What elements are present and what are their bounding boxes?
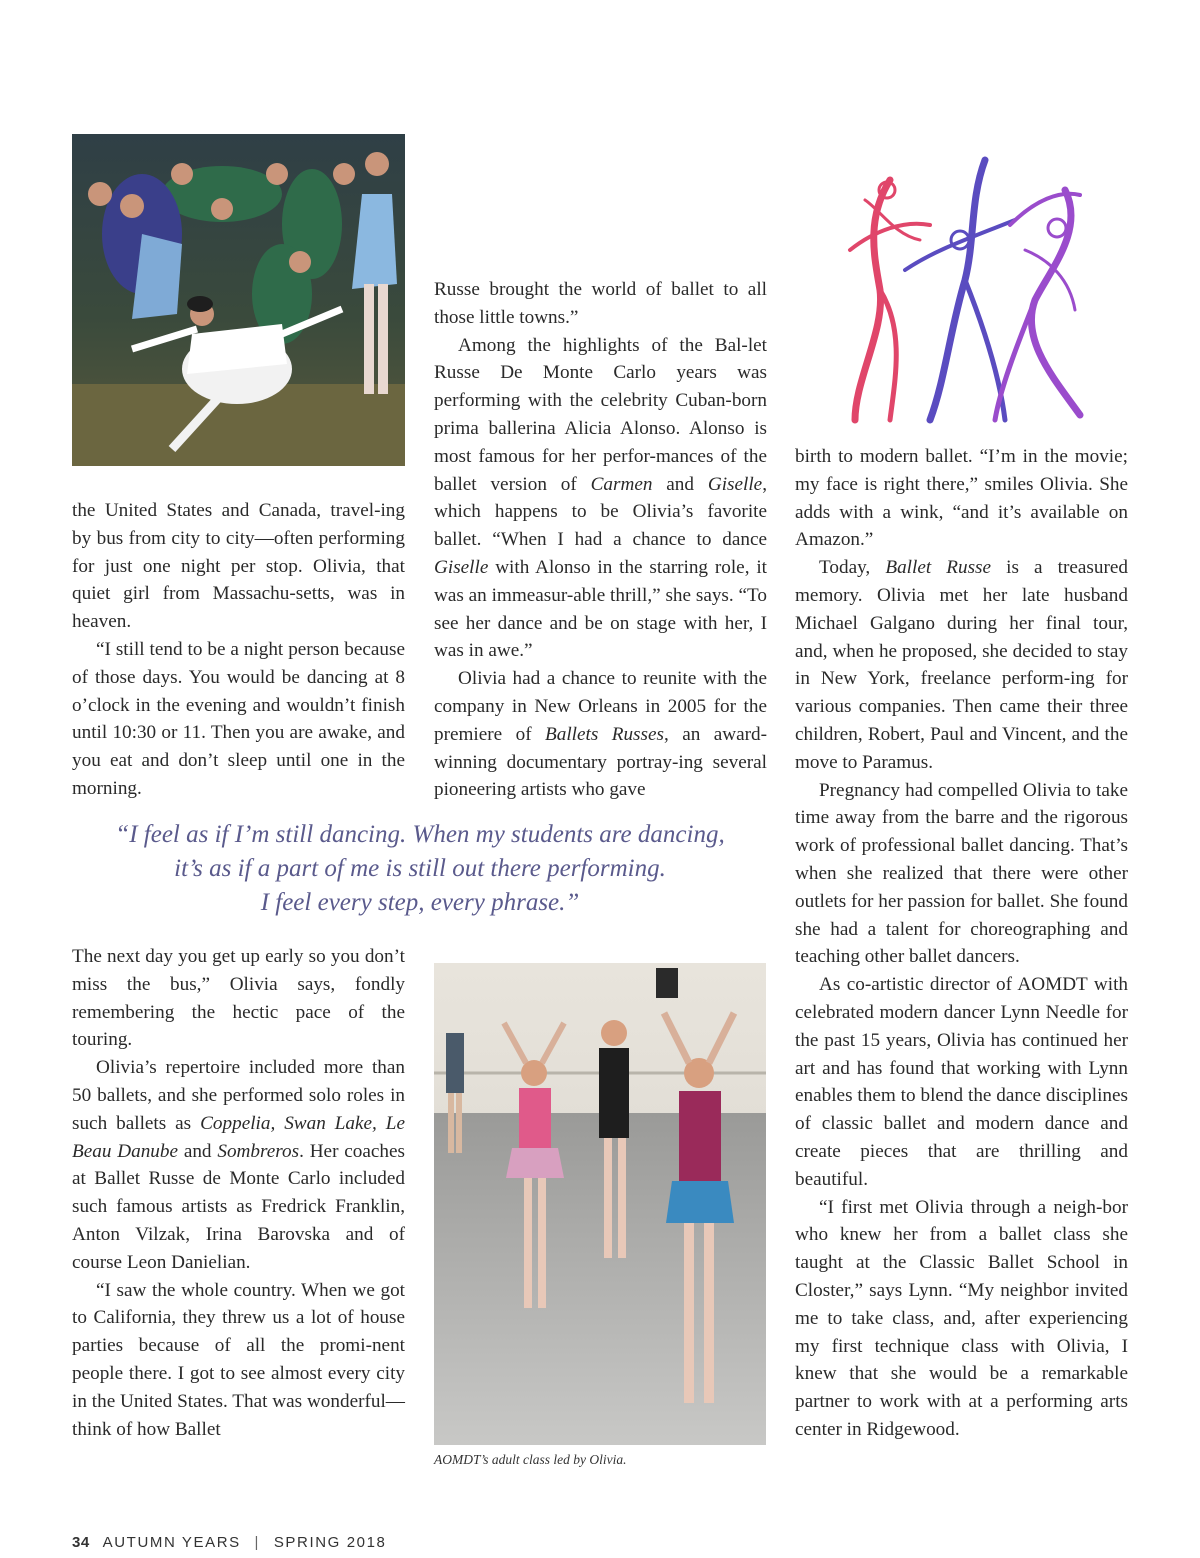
paragraph: As co-artistic director of AOMDT with celebrated modern dancer Lynn Needle for the past 15 years, Olivia has continued her art and has found that working with Lynn enables them to blend the dance disciplines of classic ballet and modern dance and create pieces that are thrilling and beautiful. xyxy=(795,974,1128,1190)
paragraph: Olivia’s repertoire included more than 50 ballets, and she performed solo roles in such ballets as Coppelia, Swan Lake, Le Beau Danube and Sombreros. Her coaches at Ballet Russe de Monte Carlo included such famous artists as Fredrick Franklin, Anton Vilzak, Irina Barovska and of course Leon Danielian. xyxy=(72,1057,405,1273)
column-1-bottom xyxy=(72,943,405,1443)
paragraph: “I first met Olivia through a neigh-bor who knew her from a ballet class she taught at the Classic Ballet School in Closter,” says Lynn. “My neighbor invited me to take class, and, after experiencing my first technique class with Olivia, I knew that she would be a remarkable partner to work with at a performing arts center in Ridgewood. xyxy=(795,1196,1128,1440)
adult-class-photo xyxy=(434,963,766,1445)
column-3 xyxy=(795,443,1128,1444)
column-1-top xyxy=(72,497,405,803)
paragraph: Olivia had a chance to reunite with the company in New Orleans in 2005 for the premiere of Ballets Russes, an award-winning documentary portray-ing several pioneering artists who gave xyxy=(434,668,767,801)
pull-quote-line: “I feel as if I’m still dancing. When my students are dancing, xyxy=(115,821,725,848)
paragraph: birth to modern ballet. “I’m in the movie; my face is right there,” smiles Olivia. She adds with a wink, “and it’s available on Amazon.” xyxy=(795,446,1128,551)
paragraph: “I saw the whole country. When we got to California, they threw us a lot of house parties because of all the promi-nent people there. I got to see almost every city in the United States. That was wonderful—think of how Ballet xyxy=(72,1279,405,1440)
paragraph: The next day you get up early so you don’t miss the bus,” Olivia says, fondly remembering the hectic pace of the touring. xyxy=(72,946,405,1051)
ballet-russe-photo xyxy=(72,134,405,466)
paragraph: Russe brought the world of ballet to all those little towns.” xyxy=(434,279,767,328)
pull-quote-line: I feel every step, every phrase.” xyxy=(260,889,580,916)
pull-quote xyxy=(72,818,768,920)
footer-separator: | xyxy=(254,1534,261,1551)
column-2 xyxy=(434,276,767,804)
photo-caption: AOMDT’s adult class led by Olivia. xyxy=(434,1452,627,1467)
paragraph: Today, Ballet Russe is a treasured memory. Olivia met her late husband Michael Galgano during her final tour, and, when he proposed, she decided to stay in New York, freelance perform-ing for various companies. Then came their three children, Robert, Paul and Vincent, and the move to Paramus. xyxy=(795,557,1128,773)
issue-date: SPRING 2018 xyxy=(273,1534,387,1551)
paragraph: “I still tend to be a night person because of those days. You would be dancing at 8 o’clock in the evening and wouldn’t finish until 10:30 or 11. Then you are awake, and you eat and don’t sleep until one in the morning. xyxy=(72,638,405,799)
page-number: 34 xyxy=(72,1534,90,1551)
paragraph: Among the highlights of the Bal-let Russe De Monte Carlo years was performing with the celebrity Cuban-born prima ballerina Alicia Alonso. Alonso is most famous for her perfor-mances of the ballet version of Carmen and Giselle, which happens to be Olivia’s favorite ballet. “When I had a chance to dance Giselle with Alonso in the starring role, it was an immeasur-able thrill,” she says. “To see her dance and be on stage with her, I was in awe.” xyxy=(434,334,767,662)
paragraph: Pregnancy had compelled Olivia to take time away from the barre and the rigorous work of professional ballet dancing. That’s when she realized that there were other outlets for her passion for ballet. She found she had a talent for choreographing and teaching other ballet dancers. xyxy=(795,779,1128,968)
pull-quote-line: it’s as if a part of me is still out there performing. xyxy=(174,855,666,882)
publication-name: AUTUMN YEARS xyxy=(102,1534,241,1551)
paragraph: the United States and Canada, travel-ing by bus from city to city—often performing for just one night per stop. Olivia, that quiet girl from Massachu-setts, was in heaven. xyxy=(72,500,405,633)
dancers-logo-illustration xyxy=(835,150,1105,430)
page-footer xyxy=(72,1534,386,1551)
